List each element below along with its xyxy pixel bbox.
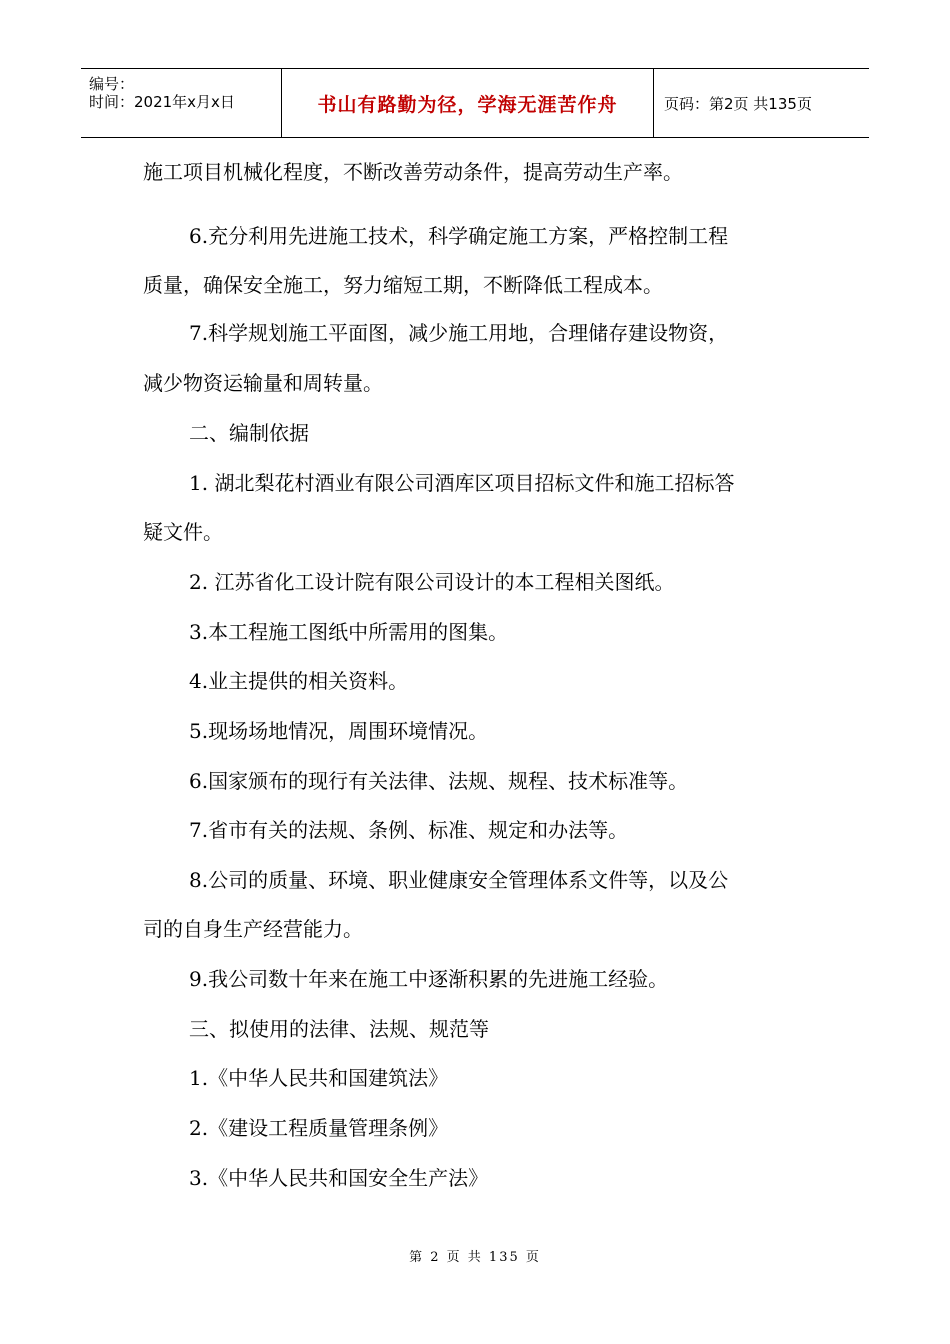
paragraph-line: 3.本工程施工图纸中所需用的图集。 [189, 620, 509, 644]
document-header [81, 68, 869, 138]
header-page-cell [654, 69, 869, 137]
section-heading: 三、拟使用的法律、法规、规范等 [189, 1017, 489, 1041]
paragraph-line: 1. 湖北梨花村酒业有限公司酒库区项目招标文件和施工招标答 [189, 471, 735, 495]
header-meta-cell [81, 69, 282, 137]
paragraph-line: 3.《中华人民共和国安全生产法》 [189, 1166, 489, 1190]
paragraph-line: 5.现场场地情况，周围环境情况。 [189, 719, 489, 743]
paragraph-line: 质量，确保安全施工，努力缩短工期，不断降低工程成本。 [143, 273, 663, 297]
paragraph-line: 施工项目机械化程度，不断改善劳动条件，提高劳动生产率。 [143, 160, 683, 184]
paragraph-line: 6.国家颁布的现行有关法律、法规、规程、技术标准等。 [189, 769, 689, 793]
paragraph-line: 4.业主提供的相关资料。 [189, 669, 409, 693]
section-heading: 二、编制依据 [189, 421, 309, 445]
paragraph-line: 2. 江苏省化工设计院有限公司设计的本工程相关图纸。 [189, 570, 675, 594]
paragraph-line: 8.公司的质量、环境、职业健康安全管理体系文件等，以及公 [189, 868, 729, 892]
paragraph-line: 6.充分利用先进施工技术，科学确定施工方案，严格控制工程 [189, 224, 729, 248]
paragraph-line: 9.我公司数十年来在施工中逐渐积累的先进施工经验。 [189, 967, 669, 991]
paragraph-line: 1.《中华人民共和国建筑法》 [189, 1066, 449, 1090]
page-footer: 第 2 页 共 135 页 [409, 1250, 541, 1265]
document-date-label: 时间：2021年x月x日 [89, 93, 235, 111]
paragraph-line: 疑文件。 [143, 520, 223, 544]
paragraph-line: 7.科学规划施工平面图，减少施工用地，合理储存建设物资， [189, 321, 729, 345]
paragraph-line: 7.省市有关的法规、条例、标准、规定和办法等。 [189, 818, 629, 842]
paragraph-line: 减少物资运输量和周转量。 [143, 371, 383, 395]
paragraph-line: 司的自身生产经营能力。 [143, 917, 363, 941]
header-page-code: 页码：第2页 共135页 [664, 94, 812, 113]
header-motto-cell [282, 69, 654, 137]
paragraph-line: 2.《建设工程质量管理条例》 [189, 1116, 449, 1140]
document-number-label: 编号： [89, 75, 135, 93]
header-motto: 书山有路勤为径，学海无涯苦作舟 [317, 93, 618, 116]
